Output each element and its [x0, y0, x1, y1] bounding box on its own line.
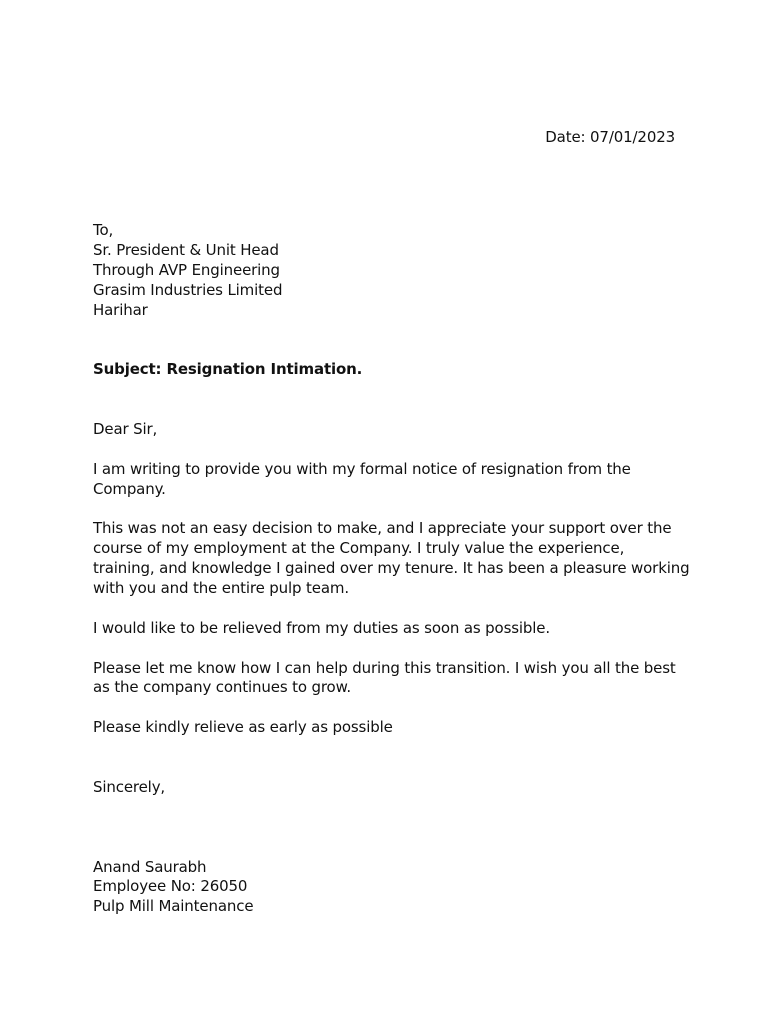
letter-subject: Subject: Resignation Intimation.	[93, 360, 363, 378]
signature-name: Anand Saurabh	[93, 858, 207, 876]
address-line: Through AVP Engineering	[93, 261, 280, 279]
address-line: Grasim Industries Limited	[93, 281, 283, 299]
paragraph-line: I am writing to provide you with my formal notice of resignation from the	[93, 460, 631, 478]
paragraph-line: course of my employment at the Company. I truly value the experience,	[93, 539, 625, 557]
letter-closing: Sincerely,	[93, 778, 166, 796]
letter-salutation: Dear Sir,	[93, 420, 158, 438]
paragraph-line: with you and the entire pulp team.	[93, 579, 349, 597]
paragraph-line: I would like to be relieved from my duties as soon as possible.	[93, 619, 551, 637]
signature-employee-no: Employee No: 26050	[93, 877, 248, 895]
paragraph-line: training, and knowledge I gained over my tenure. It has been a pleasure working	[93, 559, 690, 577]
address-line: Harihar	[93, 301, 148, 319]
address-line: Sr. President & Unit Head	[93, 241, 279, 259]
letter-date: Date: 07/01/2023	[545, 128, 675, 146]
paragraph-line: Company.	[93, 480, 166, 498]
paragraph-line: Please let me know how I can help during this transition. I wish you all the best	[93, 659, 676, 677]
paragraph-line: Please kindly relieve as early as possible	[93, 718, 393, 736]
address-line: To,	[93, 221, 114, 239]
paragraph-line: as the company continues to grow.	[93, 678, 351, 696]
signature-department: Pulp Mill Maintenance	[93, 897, 254, 915]
paragraph-line: This was not an easy decision to make, and I appreciate your support over the	[93, 519, 672, 537]
